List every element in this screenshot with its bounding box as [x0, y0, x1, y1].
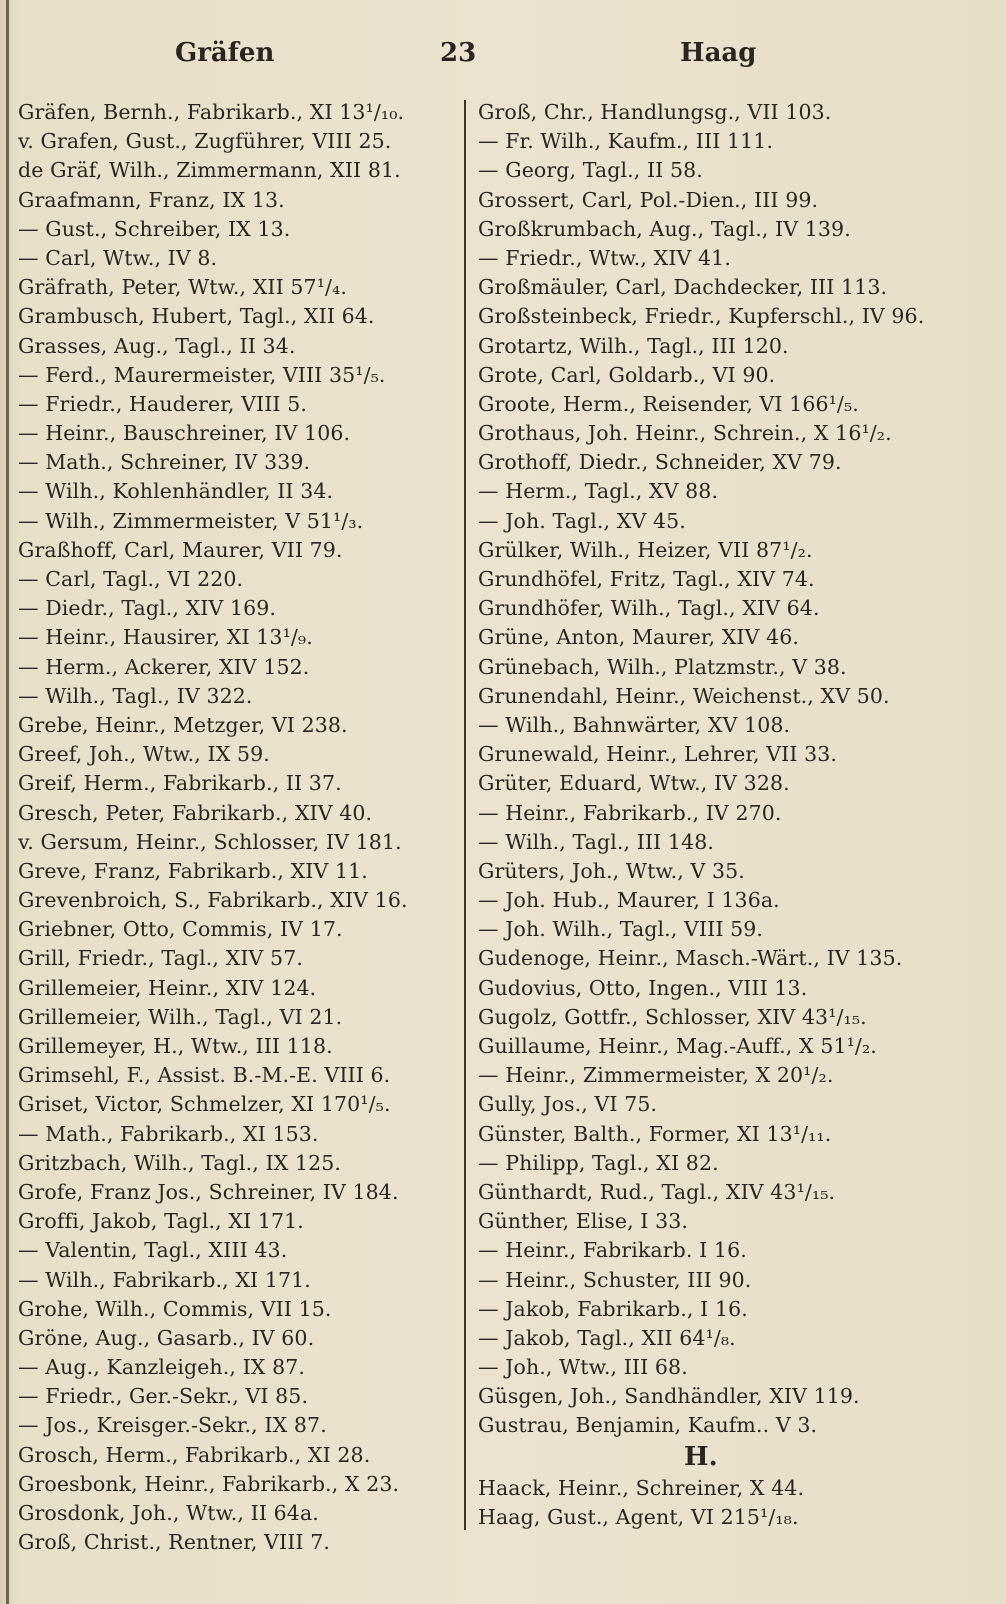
directory-entry: Groß, Chr., Handlungsg., VII 103.	[478, 100, 832, 124]
directory-entry: Graafmann, Franz, IX 13.	[18, 187, 285, 212]
directory-entry: Grundhöfel, Fritz, Tagl., XIV 74.	[478, 567, 815, 591]
directory-entry: — Heinr., Fabrikarb. I 16.	[478, 1238, 747, 1263]
directory-entry: Grülker, Wilh., Heizer, VII 87¹/₂.	[478, 537, 813, 562]
directory-entry: Groß, Christ., Rentner, VIII 7.	[18, 1530, 330, 1555]
directory-entry: — Carl, Wtw., IV 8.	[18, 245, 218, 270]
directory-entry: Graßhoff, Carl, Maurer, VII 79.	[18, 537, 343, 562]
directory-entry: Gudenoge, Heinr., Masch.-Wärt., IV 135.	[478, 946, 903, 971]
directory-entry: Günthardt, Rud., Tagl., XIV 43¹/₁₅.	[478, 1179, 836, 1204]
directory-entry: — Carl, Tagl., VI 220.	[18, 567, 244, 591]
directory-entry: — Diedr., Tagl., XIV 169.	[18, 596, 277, 621]
directory-entry: Grüne, Anton, Maurer, XIV 46.	[478, 625, 800, 650]
right-column	[478, 98, 958, 1441]
directory-entry: Grill, Friedr., Tagl., XIV 57.	[18, 946, 303, 971]
directory-entry: Grüters, Joh., Wtw., V 35.	[478, 858, 745, 883]
directory-entry: — Philipp, Tagl., XI 82.	[478, 1150, 719, 1175]
directory-entry: Grimsehl, F., Assist. B.-M.-E. VIII 6.	[18, 1063, 391, 1088]
directory-entry: Großsteinbeck, Friedr., Kupferschl., IV 96.	[478, 304, 925, 329]
directory-entry: — Jos., Kreisger.-Sekr., IX 87.	[18, 1413, 327, 1438]
directory-entry: Grothaus, Joh. Heinr., Schrein., X 16¹/₂.	[478, 421, 892, 446]
directory-entry: — Heinr., Hausirer, XI 13¹/₉.	[18, 625, 313, 650]
header-last-name: Haag	[680, 38, 757, 68]
directory-entry: Greve, Franz, Fabrikarb., XIV 11.	[18, 858, 368, 883]
directory-entry: — Georg, Tagl., II 58.	[478, 158, 703, 183]
directory-entry: de Gräf, Wilh., Zimmermann, XII 81.	[18, 158, 401, 183]
directory-entry: — Gust., Schreiber, IX 13.	[18, 216, 291, 241]
directory-entry: Grote, Carl, Goldarb., VI 90.	[478, 362, 776, 387]
directory-entry: Gröne, Aug., Gasarb., IV 60.	[18, 1325, 315, 1350]
directory-entry: Groesbonk, Heinr., Fabrikarb., X 23.	[18, 1471, 400, 1496]
directory-entry: — Wilh., Fabrikarb., XI 171.	[18, 1267, 311, 1292]
directory-entry: — Joh. Tagl., XV 45.	[478, 508, 686, 533]
directory-entry: Guillaume, Heinr., Mag.-Auff., X 51¹/₂.	[478, 1034, 877, 1058]
directory-entry: v. Grafen, Gust., Zugführer, VIII 25.	[18, 129, 392, 154]
directory-entry: Grunewald, Heinr., Lehrer, VII 33.	[478, 742, 838, 767]
directory-entry: Griset, Victor, Schmelzer, XI 170¹/₅.	[18, 1092, 391, 1117]
directory-entry: Grohe, Wilh., Commis, VII 15.	[18, 1296, 332, 1321]
directory-entry: Gräfen, Bernh., Fabrikarb., XI 13¹/₁₀.	[18, 100, 405, 124]
directory-entry: Grünebach, Wilh., Platzmstr., V 38.	[478, 654, 847, 679]
directory-entry: Grosdonk, Joh., Wtw., II 64a.	[18, 1501, 319, 1525]
directory-entry: Grebe, Heinr., Metzger, VI 238.	[18, 712, 348, 737]
directory-entry: Gully, Jos., VI 75.	[478, 1092, 658, 1117]
directory-entry: — Fr. Wilh., Kaufm., III 111.	[478, 129, 774, 154]
column-divider	[464, 100, 466, 1530]
directory-entry: Großkrumbach, Aug., Tagl., IV 139.	[478, 216, 851, 241]
directory-entry: Grillemeier, Heinr., XIV 124.	[18, 975, 317, 1000]
directory-entry: — Wilh., Zimmermeister, V 51¹/₃.	[18, 508, 364, 533]
directory-entry: — Joh., Wtw., III 68.	[478, 1355, 688, 1380]
directory-entry: — Friedr., Hauderer, VIII 5.	[18, 391, 307, 416]
directory-entry: Grundhöfer, Wilh., Tagl., XIV 64.	[478, 596, 820, 621]
directory-entry: — Jakob, Fabrikarb., I 16.	[478, 1296, 748, 1321]
directory-entry: Gritzbach, Wilh., Tagl., IX 125.	[18, 1150, 341, 1175]
page-number: 23	[440, 38, 477, 68]
directory-entry: Grüter, Eduard, Wtw., IV 328.	[478, 771, 790, 796]
directory-entry: Grevenbroich, S., Fabrikarb., XIV 16.	[18, 888, 408, 913]
directory-entry: v. Gersum, Heinr., Schlosser, IV 181.	[18, 829, 402, 854]
directory-entry: Groote, Herm., Reisender, VI 166¹/₅.	[478, 391, 859, 416]
directory-entry: — Valentin, Tagl., XIII 43.	[18, 1238, 288, 1263]
directory-entry: Haag, Gust., Agent, VI 215¹/₁₈.	[478, 1505, 799, 1530]
directory-entry: Grillemeier, Wilh., Tagl., VI 21.	[18, 1004, 343, 1029]
directory-entry: — Aug., Kanzleigeh., IX 87.	[18, 1355, 305, 1380]
directory-entry: Günster, Balth., Former, XI 13¹/₁₁.	[478, 1121, 832, 1146]
directory-entry: Greif, Herm., Fabrikarb., II 37.	[18, 771, 342, 796]
directory-entry: Haack, Heinr., Schreiner, X 44.	[478, 1476, 805, 1500]
section-h-entries	[478, 1474, 958, 1532]
directory-entry: Güsgen, Joh., Sandhändler, XIV 119.	[478, 1384, 860, 1409]
directory-entry: Günther, Elise, I 33.	[478, 1209, 689, 1234]
directory-entry: Groffi, Jakob, Tagl., XI 171.	[18, 1209, 304, 1234]
directory-entry: — Wilh., Kohlenhändler, II 34.	[18, 479, 334, 504]
directory-entry: Grofe, Franz Jos., Schreiner, IV 184.	[18, 1179, 399, 1204]
directory-entry: Grossert, Carl, Pol.-Dien., III 99.	[478, 187, 819, 212]
directory-entry: — Wilh., Bahnwärter, XV 108.	[478, 712, 791, 737]
directory-entry: — Herm., Tagl., XV 88.	[478, 479, 719, 504]
directory-entry: Gugolz, Gottfr., Schlosser, XIV 43¹/₁₅.	[478, 1004, 867, 1029]
directory-entry: — Heinr., Zimmermeister, X 20¹/₂.	[478, 1063, 834, 1088]
directory-entry: Grambusch, Hubert, Tagl., XII 64.	[18, 304, 375, 329]
directory-entry: — Math., Fabrikarb., XI 153.	[18, 1121, 319, 1146]
directory-entry: Gräfrath, Peter, Wtw., XII 57¹/₄.	[18, 275, 347, 300]
directory-entry: Grosch, Herm., Fabrikarb., XI 28.	[18, 1442, 371, 1467]
header-first-name: Gräfen	[175, 38, 275, 68]
directory-entry: Grillemeyer, H., Wtw., III 118.	[18, 1034, 333, 1058]
section-heading-h: H.	[684, 1442, 718, 1472]
directory-entry: Grothoff, Diedr., Schneider, XV 79.	[478, 450, 842, 475]
left-column	[18, 98, 458, 1557]
directory-entry: — Friedr., Ger.-Sekr., VI 85.	[18, 1384, 309, 1409]
directory-entry: — Ferd., Maurermeister, VIII 35¹/₅.	[18, 362, 386, 387]
directory-entry: — Heinr., Schuster, III 90.	[478, 1267, 752, 1292]
directory-entry: Grunendahl, Heinr., Weichenst., XV 50.	[478, 683, 890, 708]
directory-entry: — Wilh., Tagl., III 148.	[478, 829, 714, 854]
directory-entry: Gresch, Peter, Fabrikarb., XIV 40.	[18, 800, 373, 825]
directory-entry: — Jakob, Tagl., XII 64¹/₈.	[478, 1325, 736, 1350]
directory-entry: Gustrau, Benjamin, Kaufm.. V 3.	[478, 1413, 818, 1438]
directory-entry: Grasses, Aug., Tagl., II 34.	[18, 333, 296, 358]
directory-entry: Griebner, Otto, Commis, IV 17.	[18, 917, 343, 942]
directory-entry: — Heinr., Bauschreiner, IV 106.	[18, 421, 351, 446]
directory-entry: Grotartz, Wilh., Tagl., III 120.	[478, 333, 789, 358]
directory-entry: Greef, Joh., Wtw., IX 59.	[18, 742, 270, 767]
directory-entry: — Herm., Ackerer, XIV 152.	[18, 654, 310, 679]
page-header	[0, 30, 1006, 80]
directory-entry: — Wilh., Tagl., IV 322.	[18, 683, 253, 708]
directory-entry: — Friedr., Wtw., XIV 41.	[478, 245, 731, 270]
directory-entry: — Math., Schreiner, IV 339.	[18, 450, 311, 475]
book-spine-edge	[6, 0, 9, 1604]
directory-entry: — Joh. Hub., Maurer, I 136a.	[478, 888, 780, 913]
directory-entry: — Heinr., Fabrikarb., IV 270.	[478, 800, 782, 825]
directory-entry: Großmäuler, Carl, Dachdecker, III 113.	[478, 275, 888, 300]
directory-entry: — Joh. Wilh., Tagl., VIII 59.	[478, 917, 764, 942]
directory-entry: Gudovius, Otto, Ingen., VIII 13.	[478, 975, 808, 1000]
